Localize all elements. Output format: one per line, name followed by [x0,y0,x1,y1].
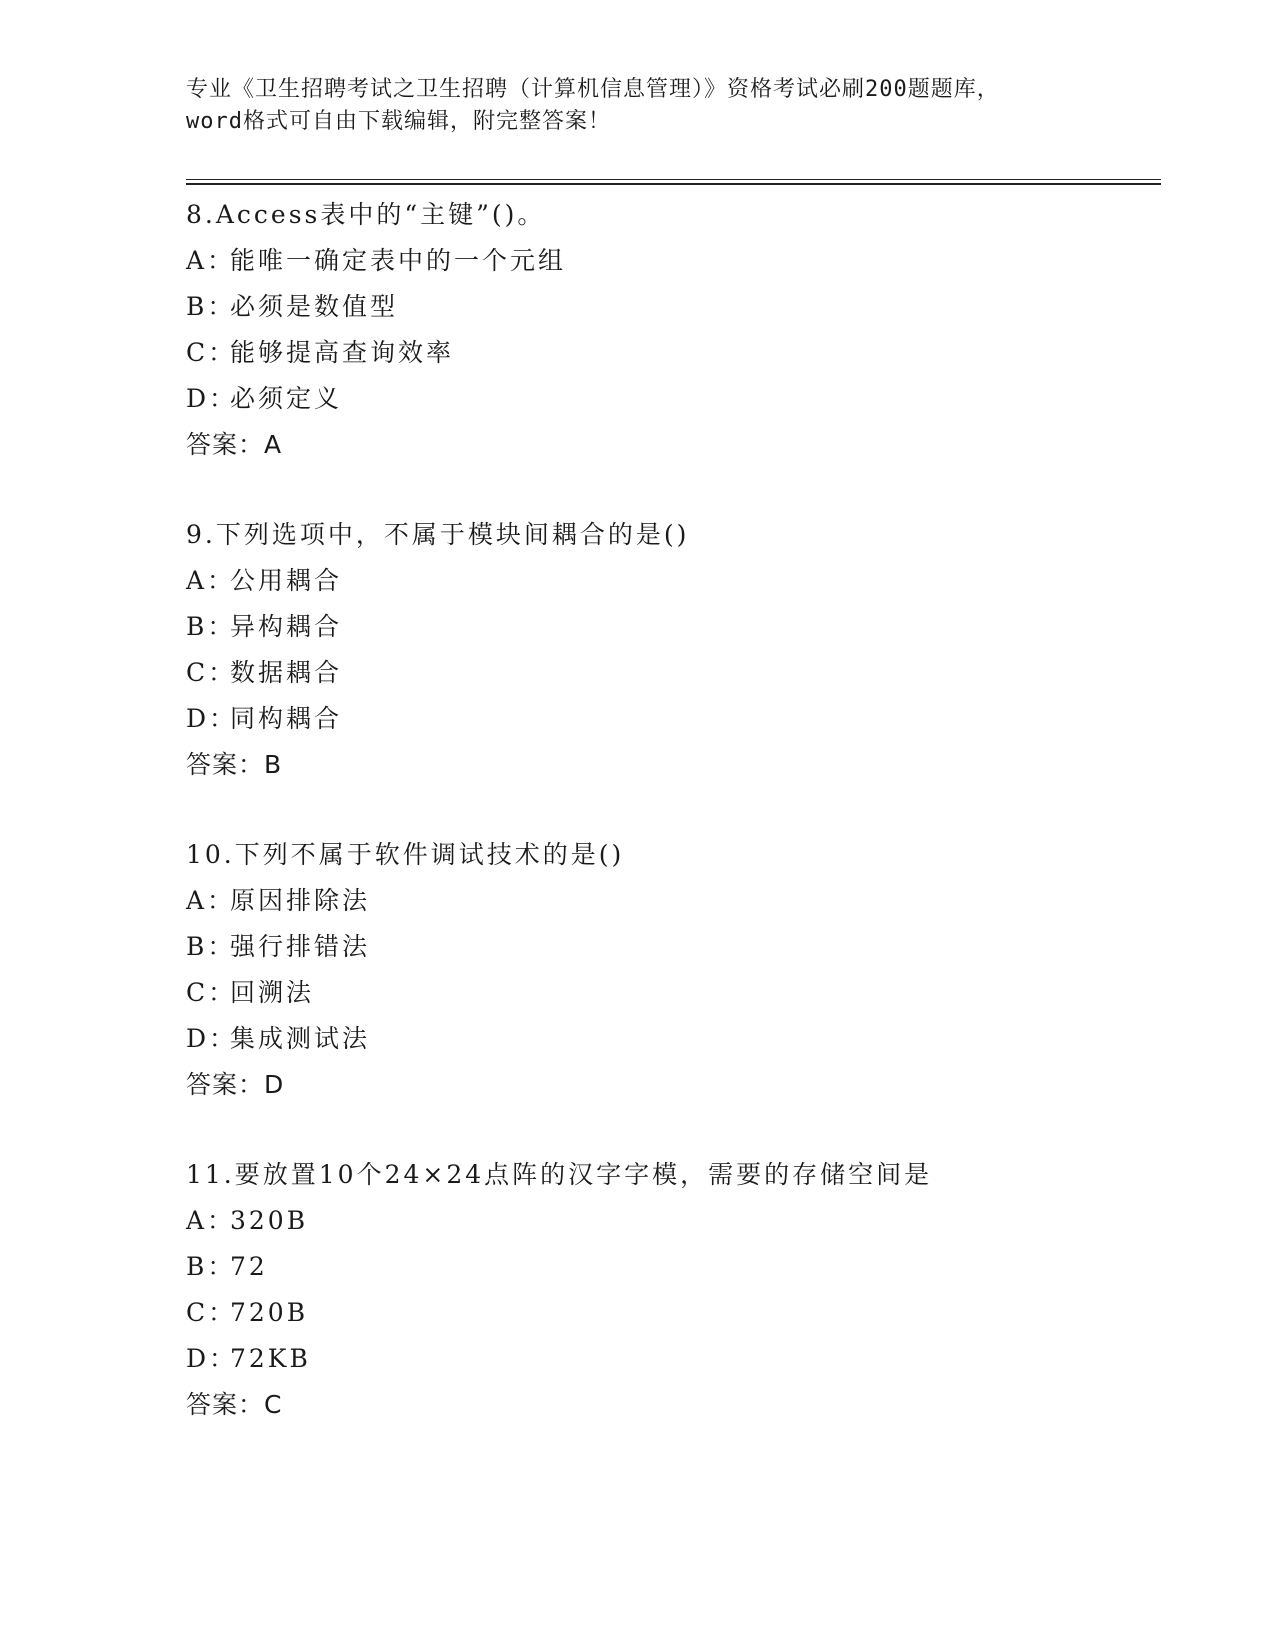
option-text: 集成测试法 [230,1024,371,1053]
option-letter: C： [186,978,237,1007]
option-a [186,1198,1161,1244]
question-10 [186,832,1161,1108]
option-text: 原因排除法 [230,886,371,915]
answer-line: 答案：B [186,750,283,779]
option-text: 320B [230,1206,309,1235]
header-title-line-2: word格式可自由下载编辑，附完整答案！ [186,109,611,134]
option-a [186,878,1161,924]
answer-line: 答案：A [186,430,283,459]
option-text: 必须是数值型 [230,292,399,321]
question-stem: 10.下列不属于软件调试技术的是() [186,840,625,869]
option-text: 异构耦合 [230,612,343,641]
question-stem: 8.Access表中的“主键”()。 [186,200,546,229]
option-letter: A： [186,1206,236,1235]
option-b [186,284,1161,330]
option-d [186,696,1161,742]
option-letter: D： [186,704,238,733]
option-text: 能够提高查询效率 [230,338,455,367]
option-text: 公用耦合 [230,566,343,595]
question-stem: 11.要放置10个24×24点阵的汉字字模，需要的存储空间是 [186,1160,933,1189]
option-letter: D： [186,1344,238,1373]
option-letter: C： [186,338,237,367]
option-b [186,924,1161,970]
option-text: 能唯一确定表中的一个元组 [230,246,567,275]
option-letter: B： [186,1252,236,1281]
answer-line: 答案：D [186,1070,285,1099]
document-header [186,74,1086,138]
option-text: 72 [230,1252,268,1281]
option-a [186,238,1161,284]
header-divider-thin [186,179,1161,180]
option-text: 同构耦合 [230,704,343,733]
option-text: 72KB [230,1344,311,1373]
option-b [186,1244,1161,1290]
option-letter: D： [186,384,238,413]
option-text: 回溯法 [230,978,315,1007]
option-d [186,376,1161,422]
option-a [186,558,1161,604]
question-8 [186,192,1161,468]
option-text: 数据耦合 [230,658,343,687]
option-c [186,330,1161,376]
option-b [186,604,1161,650]
answer-line: 答案：C [186,1390,283,1419]
option-letter: B： [186,932,236,961]
option-c [186,1290,1161,1336]
header-divider-thick [186,183,1161,185]
option-letter: A： [186,886,236,915]
option-letter: B： [186,292,236,321]
header-title-line-1: 专业《卫生招聘考试之卫生招聘（计算机信息管理）》资格考试必刷200题题库， [186,77,1000,102]
option-letter: A： [186,566,236,595]
option-text: 强行排错法 [230,932,371,961]
question-stem: 9.下列选项中，不属于模块间耦合的是() [186,520,690,549]
option-letter: D： [186,1024,238,1053]
option-letter: C： [186,1298,237,1327]
option-letter: A： [186,246,236,275]
option-letter: C： [186,658,237,687]
option-letter: B： [186,612,236,641]
question-9 [186,512,1161,788]
option-text: 必须定义 [230,384,343,413]
option-c [186,650,1161,696]
question-11 [186,1152,1161,1428]
option-d [186,1336,1161,1382]
option-c [186,970,1161,1016]
option-d [186,1016,1161,1062]
question-list [186,192,1161,1472]
option-text: 720B [230,1298,309,1327]
